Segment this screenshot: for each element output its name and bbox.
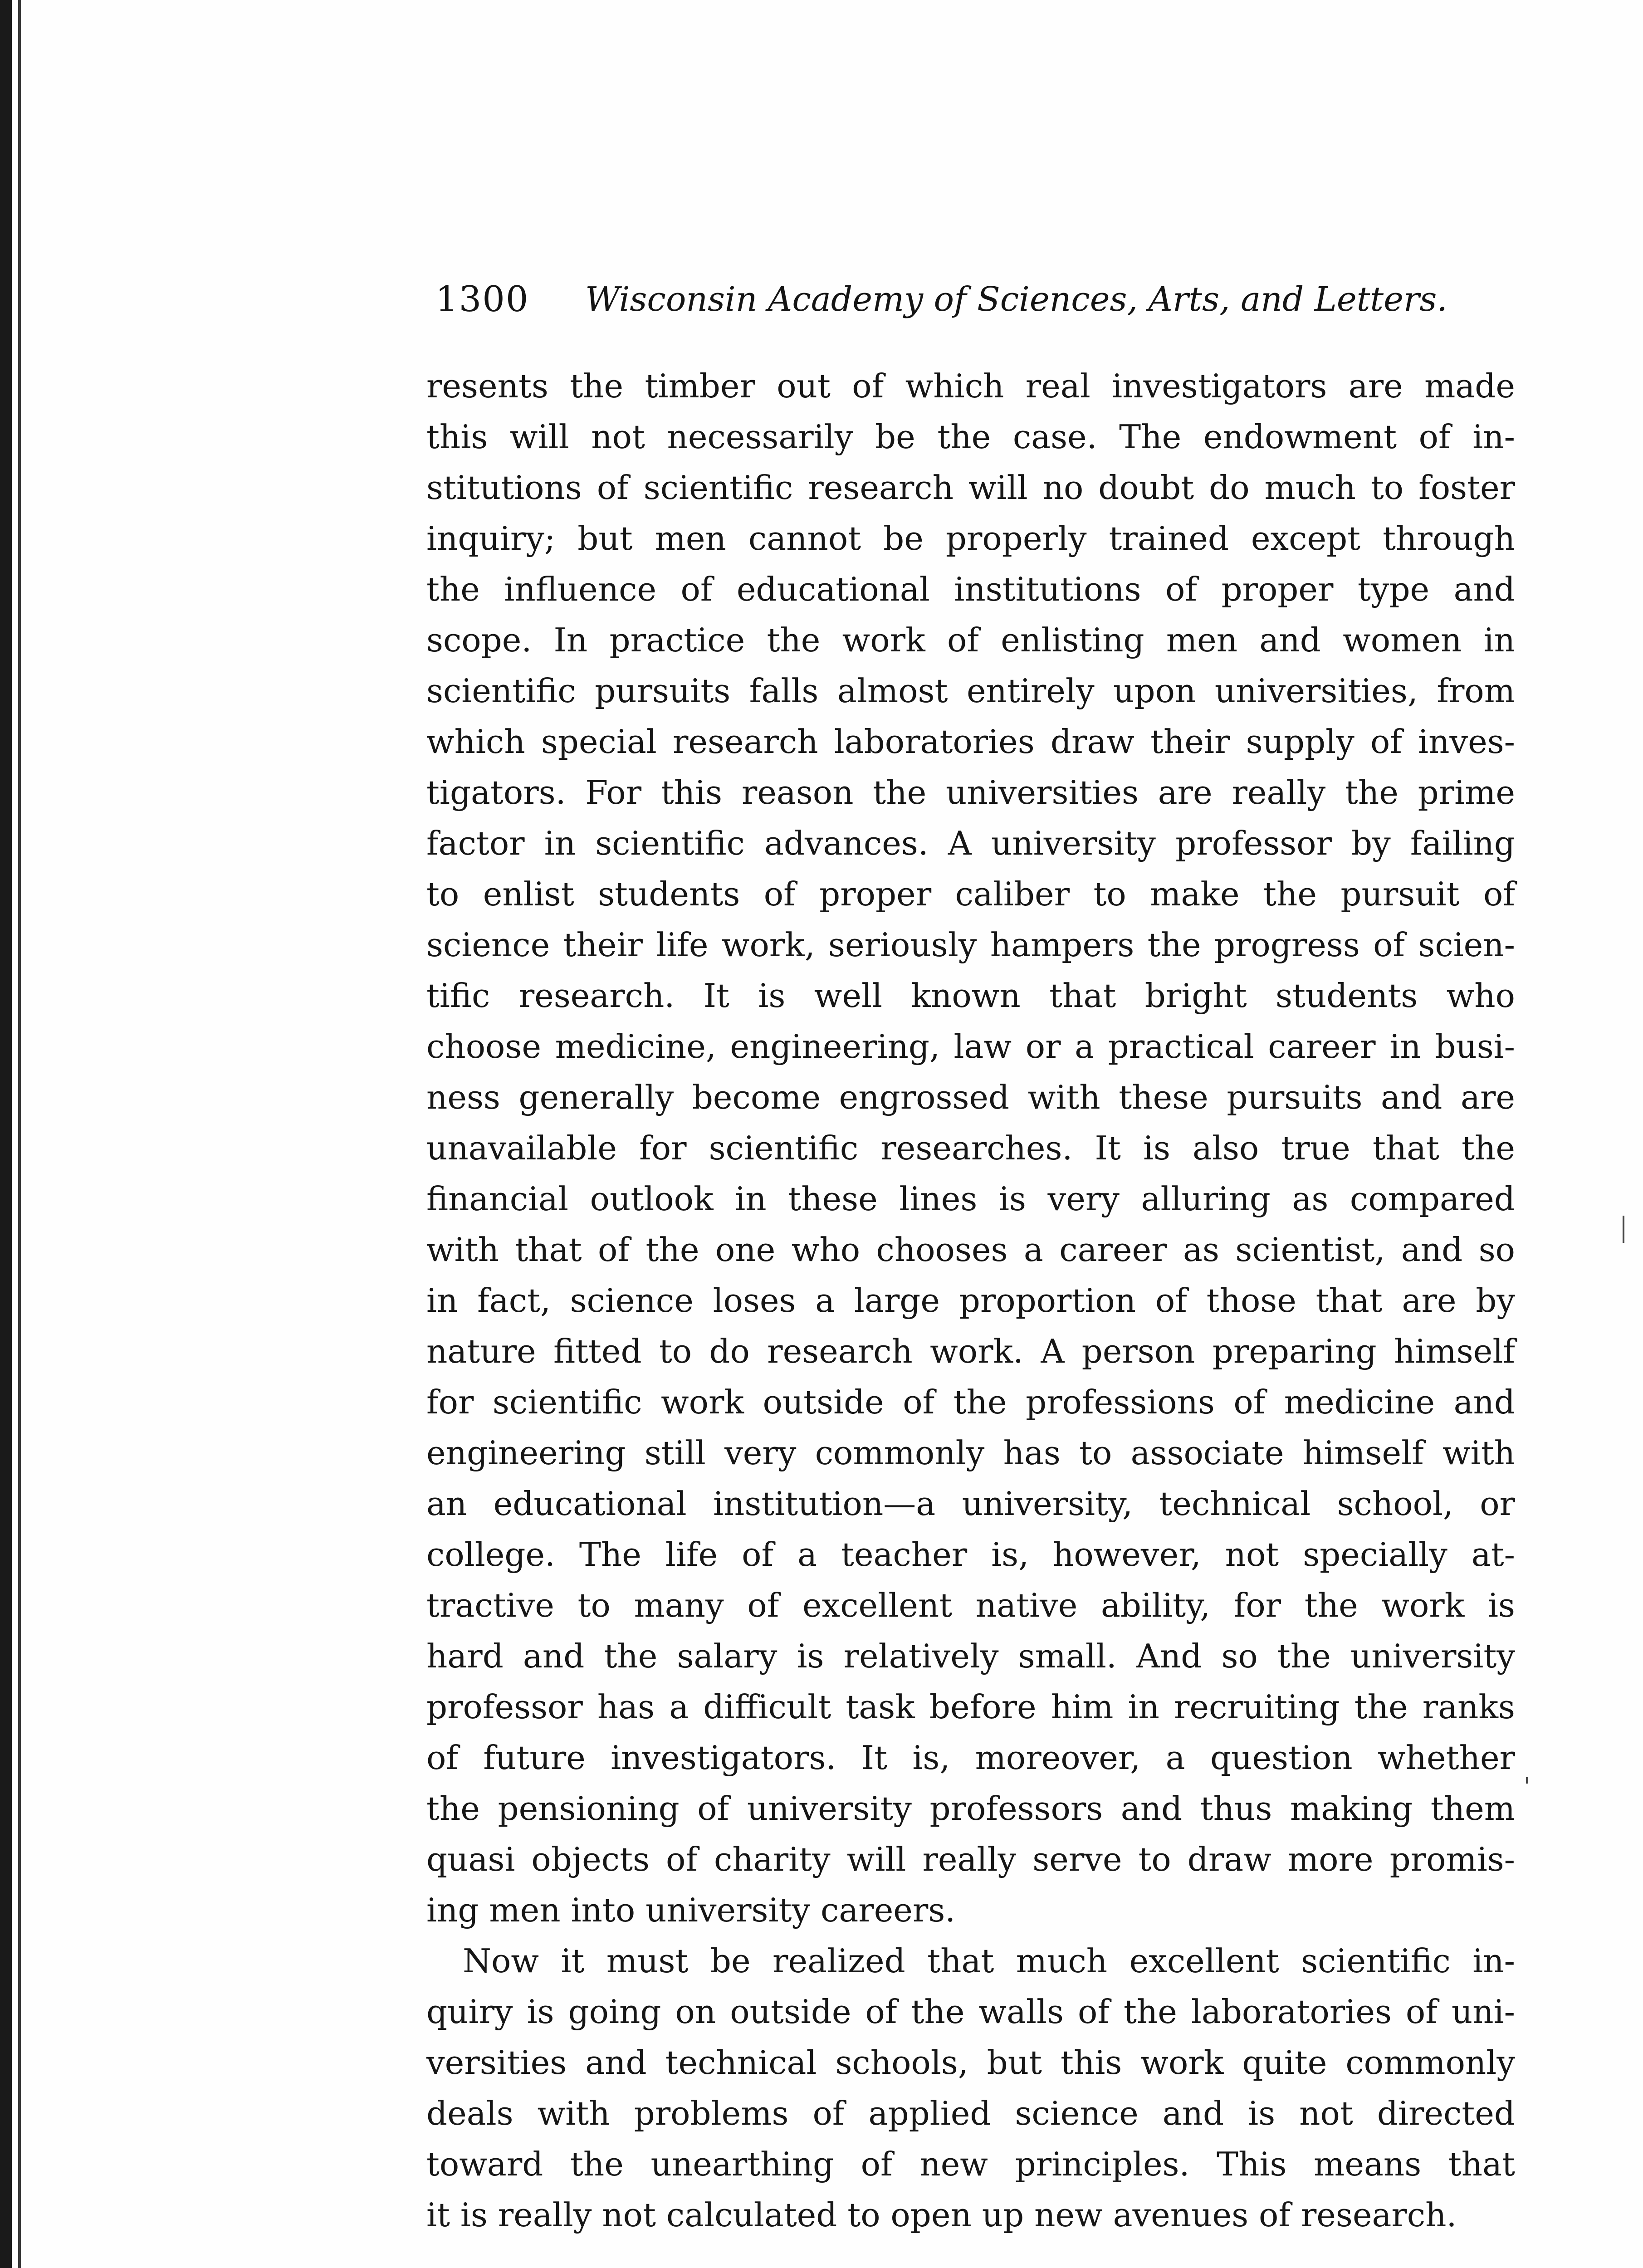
scan-speck — [1526, 1777, 1528, 1784]
text-line: Now it must be realized that much excellent scientific in- — [463, 1942, 1515, 1980]
text-line: financial outlook in these lines is very alluring as compared — [426, 1180, 1515, 1218]
text-line: versities and technical schools, but this work quite commonly — [426, 2043, 1515, 2082]
text-line: choose medicine, engineering, law or a practical career in busi- — [426, 1027, 1515, 1066]
text-line: scope. In practice the work of enlisting men and women in — [426, 621, 1515, 659]
text-line: of future investigators. It is, moreover, a question whether — [426, 1739, 1515, 1777]
scan-left-edge — [0, 0, 12, 2268]
text-line: tific research. It is well known that bright students who — [426, 977, 1515, 1015]
text-line: nature fitted to do research work. A person preparing himself — [426, 1332, 1515, 1370]
text-line: this will not necessarily be the case. The endowment of in- — [426, 418, 1515, 456]
text-line: quasi objects of charity will really serve to draw more promis- — [426, 1840, 1515, 1878]
text-line: science their life work, seriously hampers the progress of scien- — [426, 926, 1515, 964]
text-line: with that of the one who chooses a career as scientist, and so — [426, 1231, 1515, 1269]
text-line: stitutions of scientific research will no doubt do much to foster — [426, 469, 1515, 507]
text-line: tractive to many of excellent native ability, for the work is — [426, 1586, 1515, 1624]
text-line: resents the timber out of which real investigators are made — [426, 367, 1515, 405]
text-line: quiry is going on outside of the walls of the laboratories of uni- — [426, 1993, 1515, 2031]
text-line: it is really not calculated to open up new avenues of research. — [426, 2196, 1457, 2234]
text-line: toward the unearthing of new principles. This means that — [426, 2145, 1515, 2183]
text-line: college. The life of a teacher is, however, not specially at- — [426, 1535, 1515, 1574]
text-line: inquiry; but men cannot be properly trained except through — [426, 519, 1515, 557]
text-line: to enlist students of proper caliber to make the pursuit of — [426, 875, 1515, 913]
text-line: tigators. For this reason the universities are really the prime — [426, 773, 1515, 811]
scan-left-edge-line — [18, 0, 21, 2268]
text-line: unavailable for scientific researches. It is also true that the — [426, 1129, 1515, 1167]
text-line: an educational institution—a university, technical school, or — [426, 1485, 1515, 1523]
text-line: deals with problems of applied science and is not directed — [426, 2094, 1515, 2132]
running-head: Wisconsin Academy of Sciences, Arts, and Letters. — [585, 280, 1447, 319]
text-line: professor has a difficult task before him in recruiting the ranks — [426, 1688, 1515, 1726]
body-text — [426, 361, 1515, 2240]
text-line: in fact, science loses a large proportion of those that are by — [426, 1281, 1515, 1320]
scan-speck — [1623, 1216, 1624, 1243]
text-line: which special research laboratories draw their supply of inves- — [426, 723, 1515, 761]
text-line: engineering still very commonly has to associate himself with — [426, 1434, 1515, 1472]
page-number: 1300 — [435, 279, 529, 320]
text-line: scientific pursuits falls almost entirely upon universities, from — [426, 672, 1515, 710]
text-line: ness generally become engrossed with these pursuits and are — [426, 1078, 1515, 1116]
text-line: the influence of educational institutions of proper type and — [426, 570, 1515, 608]
text-line: the pensioning of university professors and thus making them — [426, 1789, 1515, 1828]
text-line: for scientific work outside of the professions of medicine and — [426, 1383, 1515, 1421]
paragraph — [426, 361, 1515, 1936]
text-line: hard and the salary is relatively small. And so the university — [426, 1637, 1515, 1675]
text-line: ing men into university careers. — [426, 1891, 956, 1929]
page-header — [435, 272, 1465, 327]
paragraph — [426, 1936, 1515, 2240]
text-line: factor in scientific advances. A university professor by failing — [426, 824, 1515, 862]
